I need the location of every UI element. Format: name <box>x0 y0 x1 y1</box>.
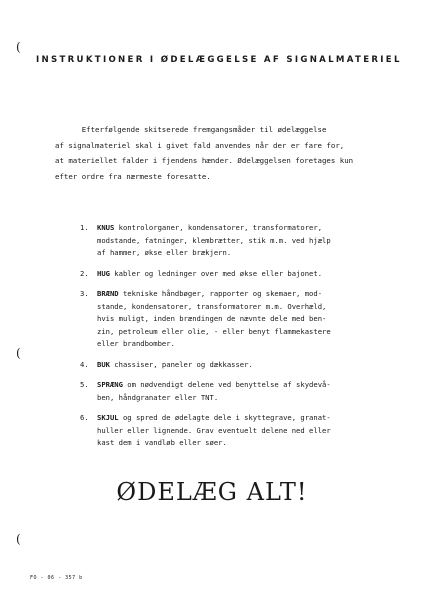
intro-line: at materiellet falder i fjendens hænder. Ødelæggelsen foretages kun <box>55 156 354 165</box>
item-keyword: BUK <box>97 359 110 369</box>
binding-hole-mark: ( <box>16 532 21 546</box>
binding-hole-mark: ( <box>16 40 21 54</box>
intro-paragraph <box>55 122 405 184</box>
binding-hole-mark: ( <box>16 346 21 360</box>
item-number: 2. <box>80 268 89 278</box>
document-title: INSTRUKTIONER I ØDELÆGGELSE AF SIGNALMATERIEL <box>36 55 402 65</box>
item-text: zin, petroleum eller olie, - eller benyt flammekastere <box>97 326 331 336</box>
intro-line: efter ordre fra nærmeste foresatte. <box>55 171 211 181</box>
item-text: huller eller lignende. Grav eventuelt delene ned eller <box>97 425 331 435</box>
item-text: hvis muligt, inden brændingen de nævnte dele med ben- <box>97 314 327 323</box>
closing-command: ØDELÆG ALT! <box>116 478 308 506</box>
instruction-list <box>80 222 410 450</box>
list-item <box>80 359 410 372</box>
item-keyword: SKJUL <box>97 413 119 422</box>
list-item <box>80 379 410 404</box>
item-keyword: BRÆND <box>97 289 119 298</box>
intro-line: af signalmateriel skal i givet fald anvendes når der er fare for, <box>55 140 345 150</box>
item-keyword: KNUS <box>97 223 115 232</box>
item-number: 5. <box>80 380 89 389</box>
item-text: af hammer, økse eller brækjern. <box>97 248 232 257</box>
item-number: 6. <box>80 413 89 422</box>
list-item <box>80 412 410 450</box>
item-text: tekniske håndbøger, rapporter og skemaer, mod- <box>118 289 323 298</box>
item-text: om nødvendigt delene ved benyttelse af skydevå- <box>122 380 331 389</box>
item-number: 1. <box>80 223 89 232</box>
list-item <box>80 288 410 351</box>
item-keyword: HUG <box>97 268 110 278</box>
item-text: chassiser, paneler og dækkasser. <box>109 359 253 369</box>
item-text: stande, kondensatorer, transformatorer m.m. Overhæld, <box>97 301 327 311</box>
intro-line: Efterfølgende skitserede fremgangsmåder til ødelæggelse <box>55 125 327 134</box>
form-code: FO - 06 - 357 b <box>30 575 83 581</box>
item-text: kontrolorganer, kondensatorer, transformatorer, <box>114 223 323 232</box>
item-text: modstande, fatninger, klembrætter, stik m.m. ved hjælp <box>97 235 331 245</box>
item-text: ben, håndgranater eller TNT. <box>97 392 219 402</box>
list-item <box>80 222 410 260</box>
list-item <box>80 268 410 281</box>
item-text: kast dem i vandløb eller søer. <box>97 438 227 447</box>
item-number: 3. <box>80 289 89 298</box>
item-keyword: SPRÆNG <box>97 380 123 389</box>
item-text: og spred de ødelagte dele i skyttegrave, granat- <box>118 413 331 422</box>
item-number: 4. <box>80 359 89 369</box>
item-text: eller brandbomber. <box>97 339 175 348</box>
item-text: kabler og ledninger over med økse eller bajonet. <box>109 268 323 278</box>
